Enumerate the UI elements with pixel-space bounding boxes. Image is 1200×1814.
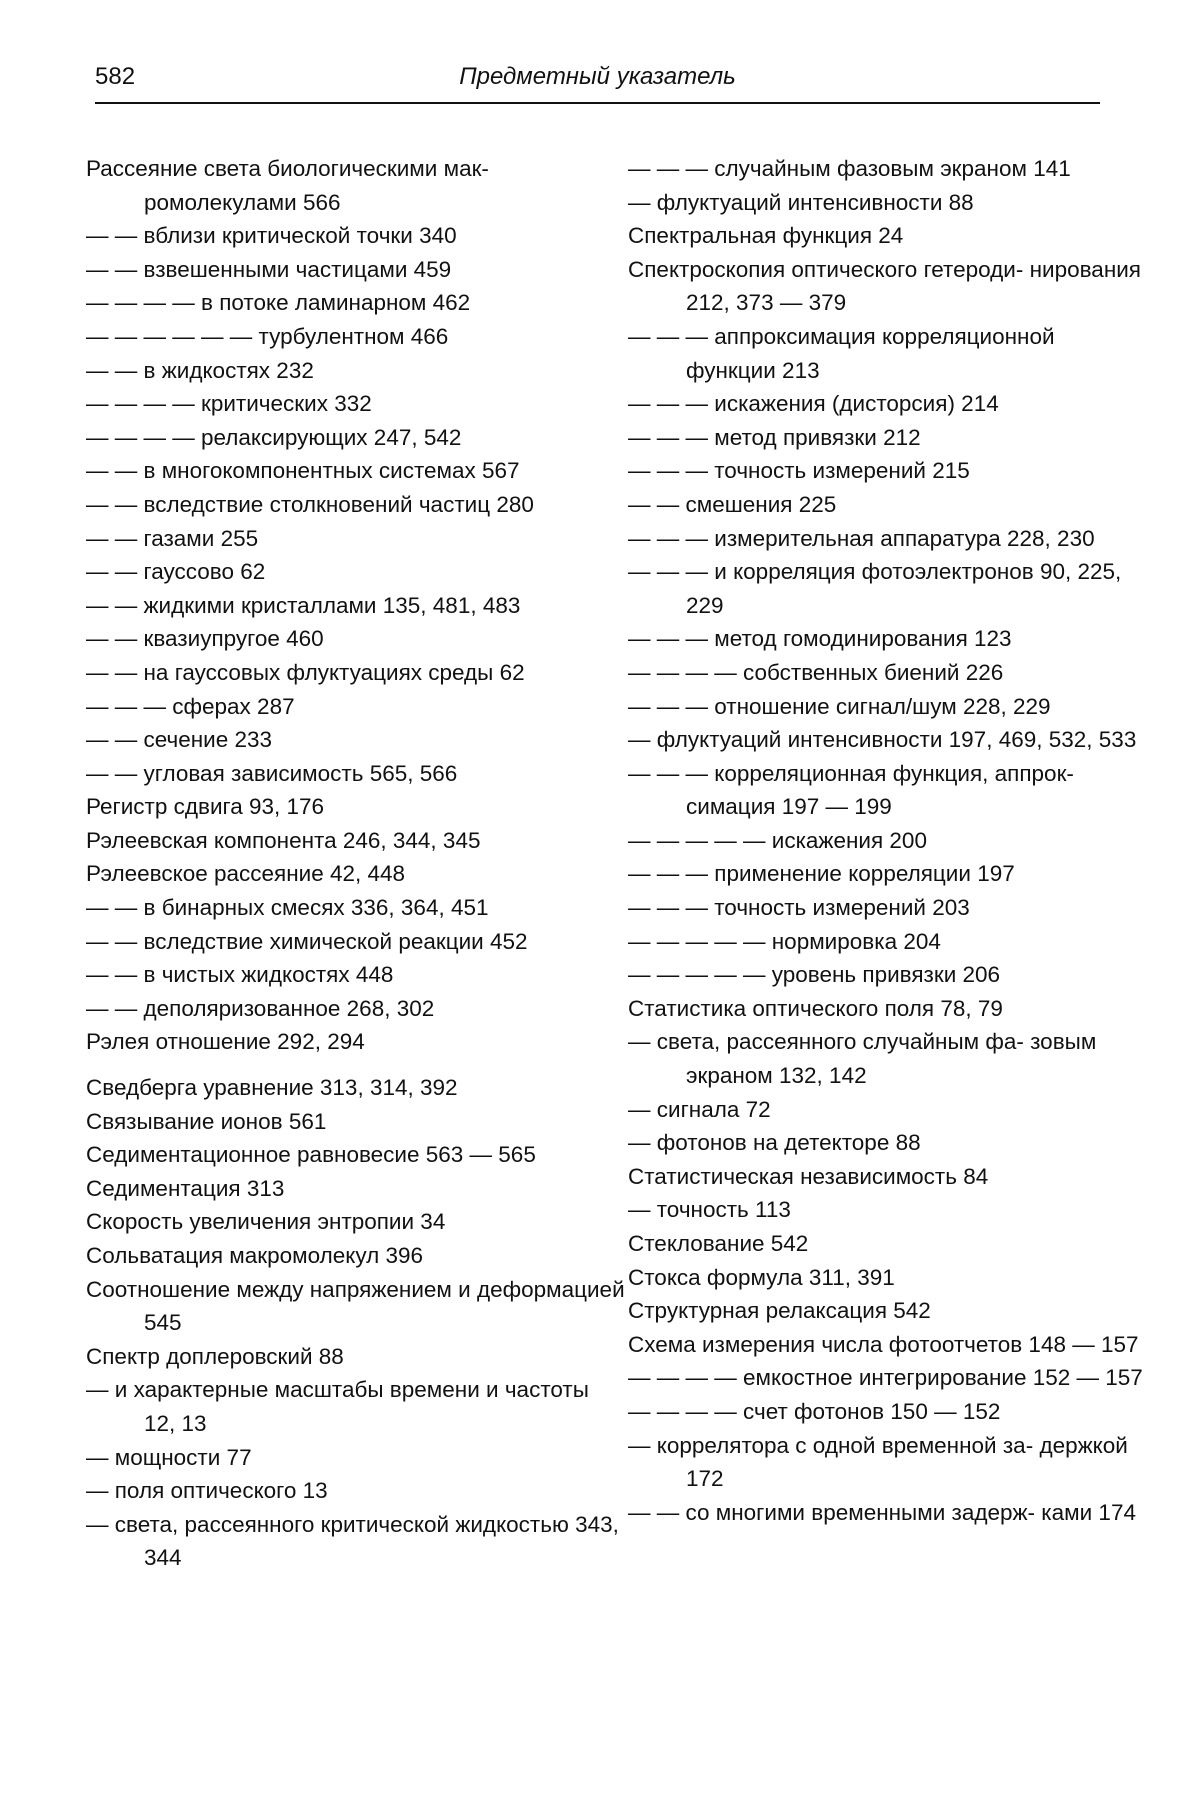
index-entry: — — взвешенными частицами 459 <box>86 256 452 282</box>
index-entry: — флуктуаций интенсивности 197, 469, 532, 533 <box>628 727 1137 753</box>
index-entry: — мощности 77 <box>86 1444 252 1470</box>
index-entry: — — — метод гомодинирования 123 <box>628 626 1012 652</box>
index-entry: — — газами 255 <box>86 525 259 551</box>
index-entry: — света, рассеянного случайным фа- зовым экраном 132, 142 <box>628 1029 1097 1089</box>
index-entry: — — — — собственных биений 226 <box>628 659 1004 685</box>
index-entry: — — — точность измерений 215 <box>628 458 970 484</box>
index-entry: Спектральная функция 24 <box>628 223 904 249</box>
index-entry: — света, рассеянного критической жидкостью 343, 344 <box>86 1511 619 1571</box>
index-entry: Статистика оптического поля 78, 79 <box>628 995 1003 1021</box>
index-entry: — — в бинарных смесях 336, 364, 451 <box>86 895 489 921</box>
index-entry: — — в чистых жидкостях 448 <box>86 962 394 988</box>
index-entry: Сольватация макромолекул 396 <box>86 1243 424 1268</box>
index-entry: — — вследствие химической реакции 452 <box>86 928 528 954</box>
index-entry: Рэлеевская компонента 246, 344, 345 <box>86 827 481 853</box>
index-entry: Рэлеевское рассеяние 42, 448 <box>86 861 406 887</box>
index-entry: — — — — в потоке ламинарном 462 <box>86 290 471 316</box>
index-entry: — фотонов на детекторе 88 <box>628 1130 921 1156</box>
index-entry: — — — — — нормировка 204 <box>628 928 941 954</box>
header-rule <box>95 102 1100 104</box>
index-entry: — — вследствие столкновений частиц 280 <box>86 491 534 517</box>
running-title: Предметный указатель <box>459 63 736 90</box>
index-entry: Седиментация 313 <box>86 1175 285 1201</box>
index-entry: — — — искажения (дисторсия) 214 <box>628 391 999 417</box>
index-entry: — — деполяризованное 268, 302 <box>86 995 435 1021</box>
index-entry: — — — применение корреляции 197 <box>628 861 1015 887</box>
index-entry: — — — корреляционная функция, аппрок- симация 197 — 199 <box>628 760 1074 820</box>
index-entry: — коррелятора с одной временной за- держкой 172 <box>628 1432 1128 1492</box>
index-entry: — — — и корреляция фотоэлектронов 90, 225, 229 <box>628 559 1122 618</box>
index-entry: — — — — емкостное интегрирование 152 — 157 <box>628 1365 1143 1391</box>
index-entry: — — квазиупругое 460 <box>86 626 324 652</box>
index-entry: — — смешения 225 <box>628 491 837 517</box>
index-entry: — — — сферах 287 <box>86 693 295 719</box>
index-entry: — — гауссово 62 <box>86 559 266 585</box>
index-entry: Соотношение между напряжением и деформацией 545 <box>86 1276 625 1336</box>
index-entry: — — сечение 233 <box>86 727 273 753</box>
index-entry: Скорость увеличения энтропии 34 <box>86 1209 446 1235</box>
index-entry: — поля оптического 13 <box>86 1478 328 1504</box>
index-entry: Седиментационное равновесие 563 — 565 <box>86 1142 536 1168</box>
index-entry: Спектр доплеровский 88 <box>86 1343 344 1369</box>
index-entry: Статистическая независимость 84 <box>628 1163 989 1189</box>
index-entry: — — — — — уровень привязки 206 <box>628 962 1001 988</box>
index-column-right <box>628 152 1148 1529</box>
index-column-left <box>86 152 626 1575</box>
index-entry: Стокса формула 311, 391 <box>628 1264 895 1290</box>
index-entry: — — — точность измерений 203 <box>628 895 970 921</box>
index-entry: — — — — — — турбулентном 466 <box>86 323 449 349</box>
index-entry: — — жидкими кристаллами 135, 481, 483 <box>86 592 521 618</box>
index-entry: — — на гауссовых флуктуациях среды 62 <box>86 659 525 685</box>
index-entry: — — — измерительная аппаратура 228, 230 <box>628 525 1095 551</box>
index-entry: Структурная релаксация 542 <box>628 1298 931 1324</box>
index-entry: — — — — критических 332 <box>86 391 372 417</box>
index-entry: — и характерные масштабы времени и частоты 12, 13 <box>86 1377 589 1436</box>
index-entry: Связывание ионов 561 <box>86 1108 327 1134</box>
index-entry: — — — — счет фотонов 150 — 152 <box>628 1398 1001 1424</box>
index-entry: Спектроскопия оптического гетероди- нирования 212, 373 — 379 <box>628 256 1141 316</box>
index-entry: — точность 113 <box>628 1197 791 1223</box>
index-entry: — — — случайным фазовым экраном 141 <box>628 156 1071 181</box>
index-entry: — — в жидкостях 232 <box>86 357 314 383</box>
index-entry: Стеклование 542 <box>628 1231 809 1256</box>
page-number: 582 <box>95 63 136 90</box>
index-entry: — — — — — искажения 200 <box>628 827 927 853</box>
index-entry: Рассеяние света биологическими мак- ромолекулами 566 <box>86 156 489 215</box>
index-entry: Сведберга уравнение 313, 314, 392 <box>86 1075 458 1101</box>
index-entry: — — угловая зависимость 565, 566 <box>86 760 458 786</box>
index-entry: — — — аппроксимация корреляционной функции 213 <box>628 323 1055 383</box>
page-header <box>95 62 1100 102</box>
index-entry: Схема измерения числа фотоотчетов 148 — 157 <box>628 1331 1139 1357</box>
index-entry: — флуктуаций интенсивности 88 <box>628 189 974 215</box>
index-entry: Регистр сдвига 93, 176 <box>86 794 325 820</box>
index-entry: — — — метод привязки 212 <box>628 424 921 450</box>
index-entry: — — со многими временными задерж- ками 174 <box>628 1499 1136 1525</box>
index-entry: — сигнала 72 <box>628 1096 771 1122</box>
index-entry: — — вблизи критической точки 340 <box>86 223 457 249</box>
index-entry: Рэлея отношение 292, 294 <box>86 1029 365 1055</box>
index-entry: — — — — релаксирующих 247, 542 <box>86 424 462 450</box>
index-entry: — — — отношение сигнал/шум 228, 229 <box>628 693 1051 719</box>
index-entry: — — в многокомпонентных системах 567 <box>86 458 520 484</box>
